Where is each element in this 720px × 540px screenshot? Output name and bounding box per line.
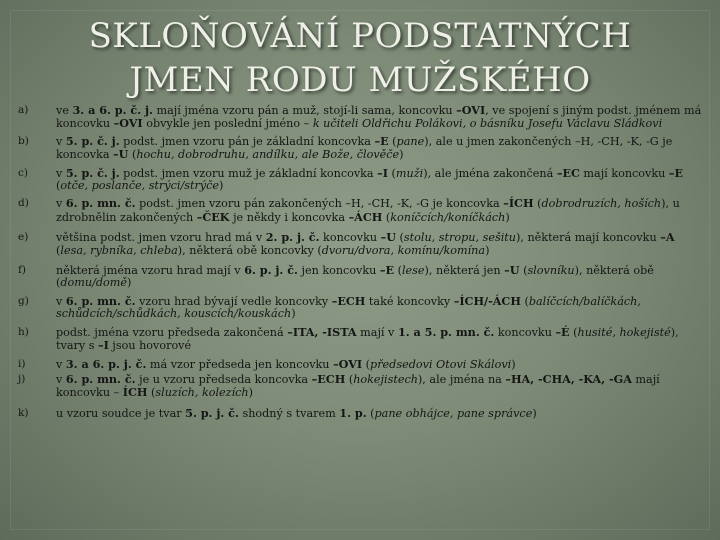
list-item <box>18 358 706 371</box>
item-label: e) <box>18 231 29 244</box>
title-line-1: SKLOŇOVÁNÍ PODSTATNÝCH <box>88 16 632 56</box>
item-label: b) <box>18 134 29 147</box>
list-item <box>18 264 706 290</box>
item-label: f) <box>18 264 26 277</box>
list-item <box>18 231 706 257</box>
item-text: v 5. p. č. j. podst. jmen vzoru muž je základní koncovka –I (muži), ale jména zakončená –EC mají koncovku –E (otče, poslanče, strýci/strýče) <box>56 165 684 193</box>
item-text: ve 3. a 6. p. č. j. mají jména vzoru pán a muž, stojí-li sama, koncovku –OVI, ve spojení s jiným podst. jménem má koncovku –OVI obvykle jen poslední jméno – k učiteli Oldřichu Polákovi, o básníku Josefu Václavu Sládkovi <box>56 103 702 131</box>
slide-title <box>0 14 720 102</box>
item-label: g) <box>18 294 29 307</box>
list-item <box>18 373 706 400</box>
item-text: některá jména vzoru hrad mají v 6. p. j. č. jen koncovku –E (lese), některá jen –U (slovníku), některá obě (domu/domě) <box>56 263 654 290</box>
item-text: v 6. p. mn. č. je u vzoru předseda koncovka –ECH (hokejistech), ale jména na –HA, -CHA, -KA, -GA mají koncovku – ÍCH (sluzích, kolezích) <box>56 371 660 400</box>
item-label: j) <box>18 372 26 385</box>
list-item <box>18 326 706 353</box>
item-label: a) <box>18 104 29 116</box>
item-text: v 3. a 6. p. j. č. má vzor předseda jen koncovku –OVI (předsedovi Otovi Skálovi) <box>56 356 516 371</box>
item-text: většina podst. jmen vzoru hrad má v 2. p. j. č. koncovku –U (stolu, stropu, sešitu), některá mají koncovku –A (lesa, rybníka, chleba), některá obě koncovky (dvoru/dvora, komínu/komína) <box>56 230 675 257</box>
list-item <box>18 167 706 193</box>
item-text: podst. jména vzoru předseda zakončená –ITA, -ISTA mají v 1. a 5. p. mn. č. koncovku –É (husité, hokejisté), tvary s –I jsou hovorové <box>56 324 679 353</box>
item-text: v 5. p. č. j. podst. jmen vzoru pán je základní koncovka –E (pane), ale u jmen zakončených –H, -CH, -K, -G je koncovka –U (hochu, dobrodruhu, andílku, ale Bože, člověče) <box>56 133 673 162</box>
item-label: c) <box>18 166 28 179</box>
list-item <box>18 407 706 420</box>
list-item <box>18 135 706 162</box>
item-label: i) <box>18 357 26 370</box>
item-text: v 6. p. mn. č. podst. jmen vzoru pán zakončených –H, -CH, -K, -G je koncovka –ÍCH (dobrodruzích, hoších), u zdrobnělin zakončených –ČEK je někdy i koncovka –ÁCH (koníčcích/koníčkách) <box>56 196 680 224</box>
list-item <box>18 295 706 321</box>
list-item <box>18 104 706 131</box>
item-label: k) <box>18 406 29 419</box>
rule-list <box>18 104 706 425</box>
item-label: h) <box>18 325 29 338</box>
title-line-2: JMEN RODU MUŽSKÉHO <box>129 60 591 100</box>
item-text: v 6. p. mn. č. vzoru hrad bývají vedle koncovky –ECH také koncovky –ÍCH/-ÁCH (balíčcích/balíčkách, schůdcích/schůdkách, kouscích/kouskách) <box>56 293 641 321</box>
item-text: u vzoru soudce je tvar 5. p. j. č. shodný s tvarem 1. p. (pane obhájce, pane správce) <box>56 405 537 420</box>
list-item <box>18 197 706 224</box>
item-label: d) <box>18 197 29 210</box>
